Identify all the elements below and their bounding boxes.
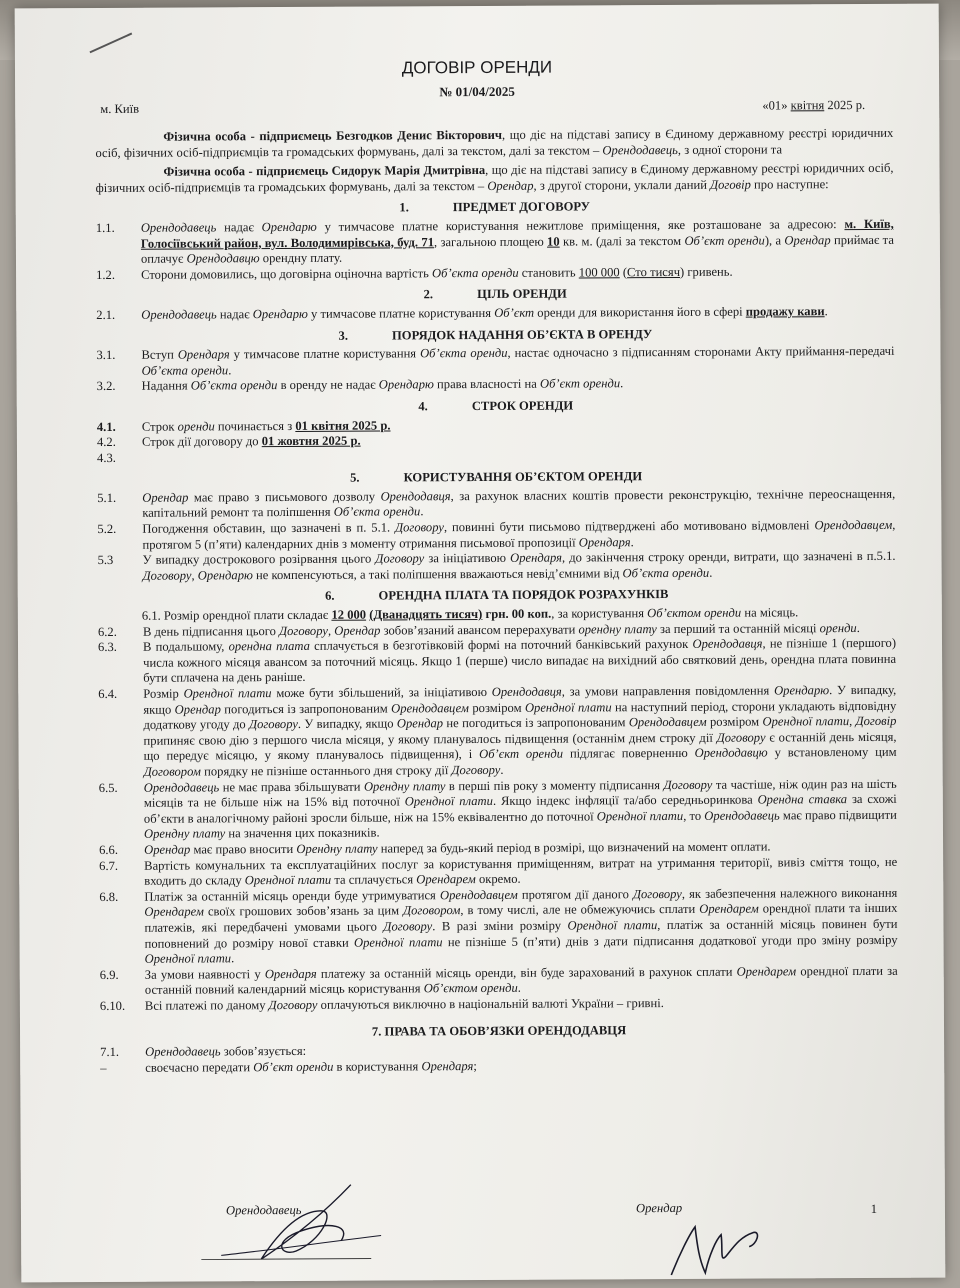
section-3-heading: 3. ПОРЯДОК НАДАННЯ ОБ’ЄКТА В ОРЕНДУ [338, 326, 653, 343]
clause-5-2: 5.2. Погодження обставин, що зазначені в п. 5.1. Договору, повинні бути письмово підтверджені або мотивовано відмовлені Орендодавцем, протягом 5 (п’яти) календарних днів з моменту отримання письмової пропозиції Орендаря. [97, 517, 896, 552]
document-title: ДОГОВІР ОРЕНДИ [401, 57, 553, 78]
section-4-heading: 4. СТРОК ОРЕНДИ [418, 398, 574, 414]
clause-4-1: 4.1. Строк оренди починається з 01 квітня 2025 р. [96, 417, 391, 434]
clause-6-1: 6.1. Розмір орендної плати складає 12 000 (Дванадцять тисяч) грн. 00 коп., за користування Об’єктом оренди на місяць. [141, 605, 799, 623]
clause-3-1: 3.1. Вступ Орендаря у тимчасове платне користування Об’єкта оренди, настає одночасно з підписанням сторонами Акту приймання-передачі Об’єкта оренди. [96, 343, 895, 378]
signature-footer [21, 1200, 945, 1218]
clause-5-3: 5.3 У випадку дострокового розірвання цього Договору за ініціативою Орендаря, до закінчення строку оренди, витрати, що зазначені в п.5.1. Договору, Орендарю не компенсуються, а такі поліпшення вважаються невід’ємними від Об’єкта оренди. [97, 549, 896, 583]
clause-6-8: 6.8. Платіж за останній місяць оренди буде утримуватися Орендодавцем протягом дії даного Договору, як забезпечення належного виконання Орендарем своїх грошових зобов’язань за цим Договором, в тому числі, але не обмежуючись сплати Орендарем орендної плати та інших платежів, які передбачені умовами цього Договору. В разі зміни розміру Орендної плати, платіж за останній місяць повинен бути поповнений до розміру нової ставки Орендної плати не пізніше 5 (п’яти) днів з дати підписання додаткової угоди про зміну розміру Орендної плати. [99, 885, 898, 966]
clause-6-10: 6.10. Всі платежі по даному Договору оплачуються виключно в національній валюті України – гривні. [99, 995, 664, 1013]
lessee-signature-label: Орендар [635, 1200, 683, 1216]
clause-6-9: 6.9. За умови наявності у Орендаря платежу за останній місяць оренди, він буде зарахований в рахунок сплати Орендарем орендної плати за останній повний календарний місяць користування Об’єктом оренди. [99, 963, 898, 998]
property-address: м. Київ, Голосіївський район, вул. Володимирівська, буд. 71 [140, 216, 894, 251]
contract-body [95, 126, 898, 1076]
lessee-signature [661, 1214, 781, 1285]
page-number: 1 [870, 1201, 878, 1216]
clause-5-1: 5.1. Орендар має право з письмового дозволу Орендодавця, за рахунок власних коштів провести реконструкцію, технічне переоснащення, капітальний ремонт та поліпшення Об’єкта оренди. [97, 486, 896, 521]
clause-4-3: 4.3. [96, 450, 116, 465]
clause-3-2: 3.2. Надання Об’єкта оренди в оренду не надає Орендарю права власності на Об’єкт оренди. [96, 376, 624, 394]
clause-6-5: 6.5. Орендодавець не має права збільшувати Орендну плату в перші пів року з моменту підписання Договору та частіше, ніж один раз на шість місяців та не більше ніж на 15% від поточної Орендної плати. Якщо індекс інфляції та/або середньоринкова Орендна ставка за схожі об’єкти в аналогічному районі зросли більше, ніж на 15% еквівалентно до поточної Орендної плати, то Орендодавець має право підвищити Орендну плату на значення цих показників. [98, 776, 897, 842]
party-lessor: Фізична особа - підприємець Безгодков Денис Вікторович, що діє на підставі запису в Єдиному державному реєстрі юридичних осіб, фізичних осіб-підприємців та громадських формувань, далі за текстом, далі за текстом – Орендодавець, з одної сторони та [95, 125, 894, 160]
clause-6-6: 6.6. Орендар має право вносити Орендну плату наперед за будь-який період в розмірі, що визначений на момент оплати. [99, 839, 771, 857]
clause-7-1-item: – своєчасно передати Об’єкт оренди в користування Орендаря; [100, 1058, 477, 1075]
party-lessee: Фізична особа - підприємець Сидорук Марія Дмитрівна, що діє на підставі запису в Єдиному державному реєстрі юридичних осіб, фізичних осіб-підприємців та громадських формувань, далі за текстом – Орендар, з другої сторони, уклали даний Договір про наступне: [95, 161, 894, 195]
document-number: № 01/04/2025 [439, 83, 515, 100]
section-5-heading: 5. КОРИСТУВАННЯ ОБ’ЄКТОМ ОРЕНДИ [350, 469, 643, 485]
contract-page [15, 4, 946, 1283]
section-6-heading: 6. ОРЕНДНА ПЛАТА ТА ПОРЯДОК РОЗРАХУНКІВ [325, 587, 669, 604]
clause-1-2: 1.2. Сторони домовились, що договірна оціночна вартість Об’єкта оренди становить 100 000 (Сто тисяч) гривень. [96, 264, 733, 282]
clause-6-3: 6.3. В подальшому, орендна плата сплачується в безготівковій формі на поточний банківський рахунок Орендодавця, не пізніше 1 (першого) числа кожного місяця авансом за поточний місяць. Якщо 1 (перше) число випадає на вихідний або святковий день, орендна плата повинна бути сплачена на день раніше. [97, 636, 897, 686]
lessor-signature-label: Орендодавець [225, 1202, 302, 1218]
document-date: «01» квітня 2025 р. [762, 97, 866, 113]
clause-1-1: 1.1. Орендодавець надає Орендарю у тимчасове платне користування нежитлове приміщення, яке розташоване за адресою: м. Київ, Голосіївський район, вул. Володимирівська, буд. 71, загальною площею 10 кв. м. (далі за текстом Об’єкт оренди), а Орендар приймає та оплачує Орендодавцю орендну плату. [95, 216, 894, 266]
clause-7-1: 7.1. Орендодавець зобов’язується: [100, 1043, 307, 1060]
clause-6-2: 6.2. В день підписання цього Договору, Орендар зобов’язаний авансом перерахувати орендну плату за перший та останній місяці оренди. [97, 620, 860, 639]
document-city: м. Київ [100, 101, 140, 116]
clause-6-4: 6.4. Розмір Орендної плати може бути збільшений, за ініціативою Орендодавця, за умови направлення повідомлення Орендарю. У випадку, якщо Орендар погодиться із запропонованим Орендодавцем розміром Орендної плати на наступний період, сторони укладають відповідну додаткову угоду до Договору. У випадку, якщо Орендар не погодиться із запропонованим Орендодавцем розміром Орендної плати, Договір припиняє свою дію з першого числа місяця, у якому планувалось підвищення (останнім днем строку дії Договору є останній день місяця, що передує місяцю, у якому планувалось підвищення), і Об’єкт оренди підлягає поверненню Орендодавцю у встановленому цим Договором порядку не пізніше останнього дня строку дії Договору. [98, 682, 897, 779]
clause-4-2: 4.2. Строк дії договору до 01 жовтня 2025 р. [96, 433, 361, 450]
section-2-heading: 2. ЦІЛЬ ОРЕНДИ [423, 286, 567, 302]
clause-6-7: 6.7. Вартість комунальних та експлуатаційних послуг за користування приміщенням, витрат на утримання території, вивіз сміття тощо, не входить до складу Орендної плати та сплачується Орендарем окремо. [99, 854, 898, 888]
section-7-heading: 7. ПРАВА ТА ОБОВ’ЯЗКИ ОРЕНДОДАВЦЯ [371, 1023, 627, 1040]
pen-mark [89, 33, 132, 54]
lessor-signature [201, 1180, 401, 1271]
clause-2-1: 2.1. Орендодавець надає Орендарю у тимчасове платне користування Об’єкт оренди для використання його в сфері продажу кави. [96, 304, 828, 322]
section-1-heading: 1. ПРЕДМЕТ ДОГОВОРУ [399, 199, 591, 215]
